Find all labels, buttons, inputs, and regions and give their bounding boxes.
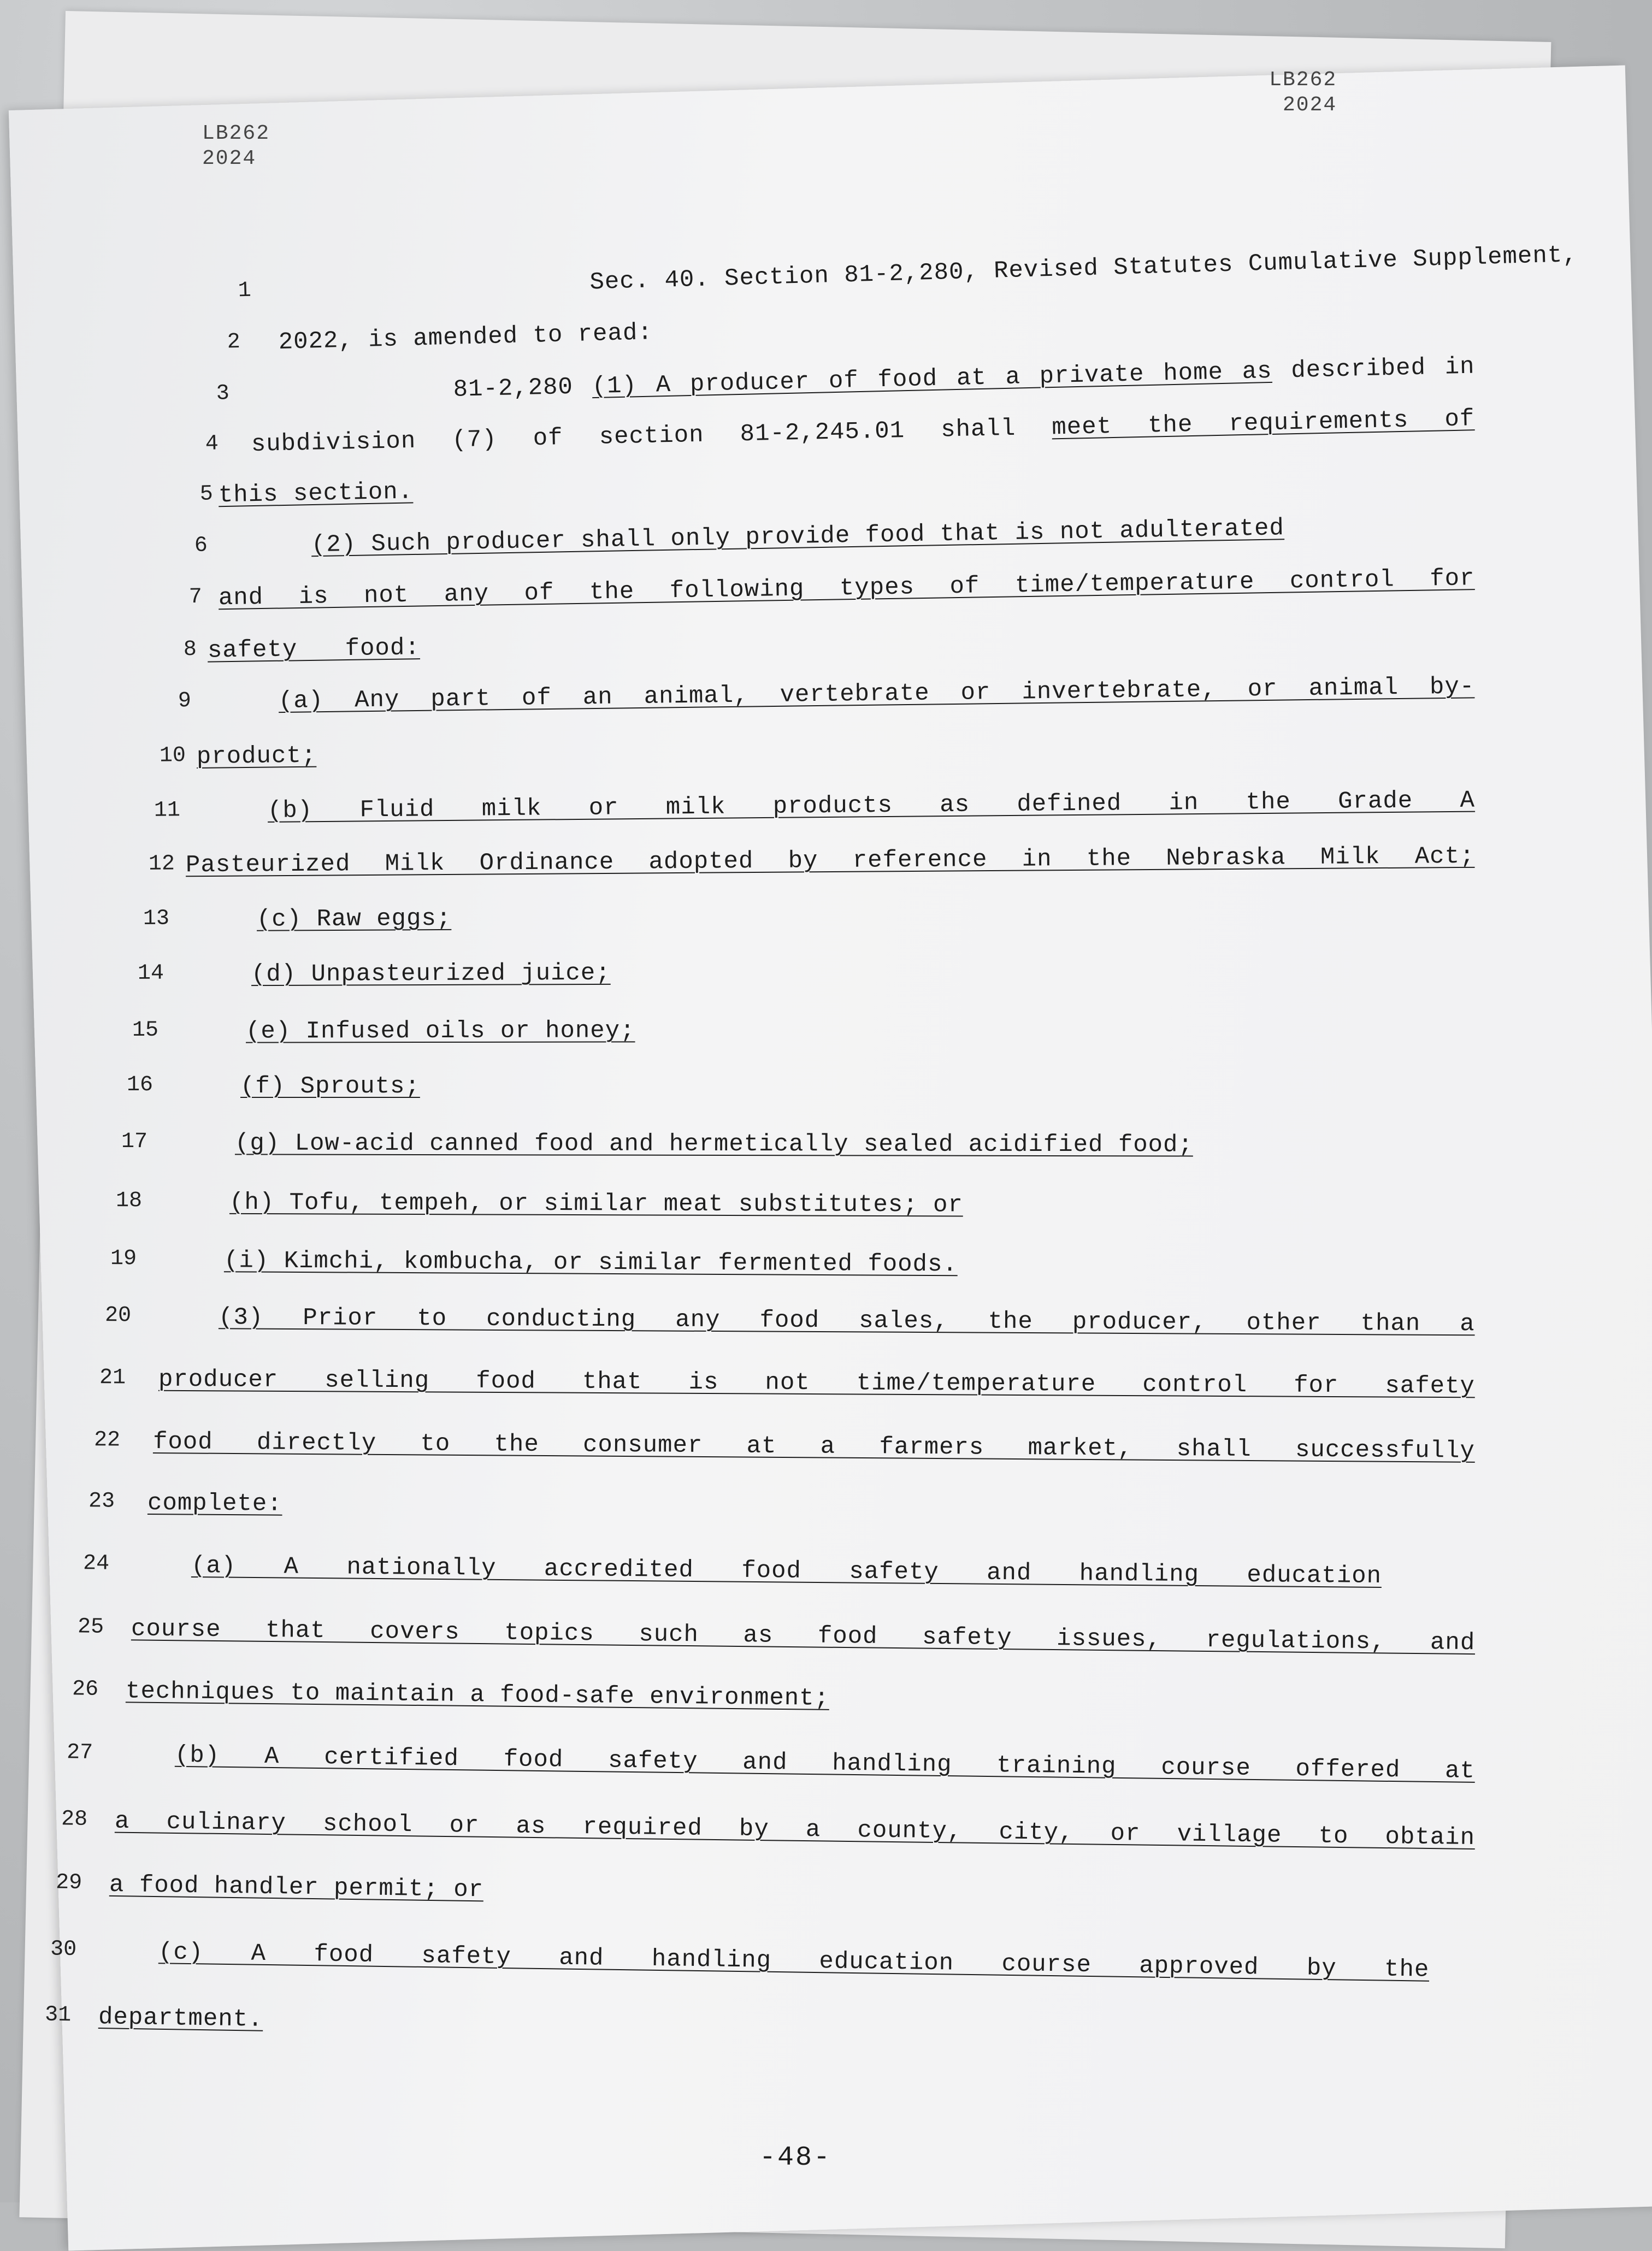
amended-text: safety food:	[208, 634, 421, 664]
line-number: 21	[82, 1366, 126, 1390]
line-text	[224, 1247, 958, 1278]
line-text	[278, 319, 653, 356]
amended-text: this section.	[218, 478, 413, 509]
bill-line-3	[185, 382, 186, 415]
line-text	[251, 405, 1474, 458]
line-number: 14	[120, 961, 164, 986]
line-number: 16	[109, 1073, 153, 1097]
amended-text: (d) Unpasteurized juice;	[251, 960, 611, 988]
bill-line-25	[60, 1615, 61, 1647]
line-number: 23	[71, 1489, 115, 1514]
amended-text: a culinary school or as required by a county, city, or village to obtain	[115, 1808, 1476, 1852]
line-text	[229, 1189, 963, 1219]
line-number: 28	[44, 1807, 88, 1832]
amended-text: (h) Tofu, tempeh, or similar meat substitutes; or	[229, 1189, 963, 1219]
line-number: 15	[115, 1018, 158, 1043]
line-text	[109, 1871, 484, 1904]
line-number: 29	[38, 1870, 82, 1895]
header-year-left: 2024	[202, 146, 270, 172]
line-text	[251, 960, 611, 988]
line-text	[98, 2004, 263, 2034]
line-number: 24	[66, 1551, 109, 1576]
line-text	[115, 1808, 1476, 1852]
line-number: 26	[55, 1677, 98, 1702]
bill-line-6	[163, 534, 164, 567]
bill-line-1	[207, 280, 208, 312]
bill-line-10	[142, 744, 143, 777]
bill-line-7	[158, 586, 159, 618]
line-number: 4	[174, 432, 219, 457]
amended-text: (3) Prior to conducting any food sales, the producer, other than a	[219, 1304, 1475, 1338]
line-number: 7	[158, 585, 203, 610]
line-text	[257, 905, 452, 934]
line-text	[175, 1742, 1476, 1785]
line-number: 19	[93, 1246, 137, 1271]
line-text	[148, 1490, 282, 1518]
line-number: 20	[87, 1303, 131, 1328]
plain-text: Sec. 40. Section 81-2,280, Revised Statutes Cumulative Supplement,	[589, 241, 1578, 296]
line-number: 12	[131, 852, 175, 877]
amended-text: complete:	[148, 1490, 282, 1518]
bill-line-31	[27, 2002, 28, 2035]
amended-text: (a) Any part of an animal, vertebrate or invertebrate, or animal by-	[279, 673, 1475, 715]
line-text	[131, 1615, 1476, 1657]
page-number: -48-	[759, 2142, 831, 2173]
amended-text: Pasteurized Milk Ordinance adopted by reference in the Nebraska Milk Act;	[186, 843, 1475, 879]
line-text	[158, 1939, 1430, 1983]
line-text	[186, 843, 1475, 879]
line-text	[218, 478, 413, 509]
line-text	[589, 241, 1578, 296]
amended-text: producer selling food that is not time/temperature control for safety	[158, 1366, 1475, 1401]
line-text	[208, 634, 421, 664]
line-number: 31	[27, 2002, 72, 2028]
line-text	[126, 1677, 829, 1712]
line-number: 6	[163, 534, 208, 559]
line-number: 5	[169, 482, 213, 507]
amended-text: (a) A nationally accredited food safety and handling education	[191, 1552, 1382, 1590]
bill-line-29	[38, 1870, 39, 1903]
header-bill-left: LB262	[202, 121, 270, 146]
header-year-right: 2024	[1267, 93, 1337, 118]
line-number: 11	[137, 798, 180, 823]
line-number: 18	[98, 1189, 142, 1213]
amended-text: (e) Infused oils or honey;	[246, 1017, 635, 1045]
amended-text: (b) Fluid milk or milk products as defined in the Grade A	[268, 787, 1475, 825]
plain-text: subdivision (7) of section 81-2,245.01 shall	[251, 414, 1052, 458]
bill-line-4	[174, 433, 175, 465]
line-text	[219, 1304, 1475, 1338]
line-text	[197, 742, 317, 771]
line-number: 13	[126, 907, 169, 931]
amended-text: (i) Kimchi, kombucha, or similar fermented foods.	[224, 1247, 958, 1278]
plain-text: 81-2,280	[453, 373, 592, 404]
line-number: 27	[49, 1740, 93, 1765]
bill-line-2	[196, 331, 197, 364]
line-number: 25	[60, 1615, 104, 1640]
bill-line-8	[153, 638, 154, 671]
line-text	[191, 1552, 1382, 1590]
amended-text: department.	[98, 2004, 263, 2034]
amended-text: techniques to maintain a food-safe environment;	[126, 1677, 829, 1712]
plain-text: 2022, is amended to read:	[278, 319, 653, 356]
line-text	[158, 1366, 1475, 1401]
amended-text: and is not any of the following types of time/temperature control for	[219, 565, 1475, 612]
line-number: 9	[148, 689, 192, 714]
line-text	[279, 673, 1475, 715]
line-text	[311, 515, 1284, 559]
amended-text: (c) Raw eggs;	[257, 905, 452, 934]
line-number: 2	[196, 330, 240, 356]
amended-text: (f) Sprouts;	[240, 1073, 420, 1100]
line-number: 17	[104, 1130, 148, 1154]
amended-text: (g) Low-acid canned food and hermetically sealed acidified food;	[235, 1130, 1193, 1159]
line-text	[219, 565, 1475, 612]
plain-text-tail: described in	[1272, 353, 1475, 385]
line-number: 30	[33, 1937, 77, 1962]
line-text	[268, 787, 1475, 825]
amended-text: food directly to the consumer at a farmers market, shall successfully	[153, 1428, 1475, 1465]
line-number: 8	[153, 637, 197, 663]
amended-text: (c) A food safety and handling education course approved by the	[158, 1939, 1430, 1983]
line-number: 10	[142, 743, 186, 769]
amended-text: (1) A producer of food at a private home as	[592, 358, 1272, 400]
line-number: 22	[76, 1428, 120, 1453]
line-number: 1	[207, 279, 251, 304]
amended-text: (2) Such producer shall only provide food that is not adulterated	[311, 515, 1284, 559]
bill-line-27	[49, 1740, 50, 1773]
line-text	[240, 1073, 420, 1100]
amended-text: meet the requirements of	[1052, 405, 1475, 441]
line-text	[246, 1017, 635, 1045]
amended-text: product;	[197, 742, 317, 771]
amended-text: a food handler permit; or	[109, 1871, 484, 1904]
amended-text: (b) A certified food safety and handling training course offered at	[175, 1742, 1476, 1785]
line-text	[153, 1428, 1475, 1465]
header-bill-right: LB262	[1267, 68, 1337, 93]
line-text	[453, 353, 1475, 403]
line-number: 3	[185, 381, 229, 407]
amended-text: course that covers topics such as food safety issues, regulations, and	[131, 1615, 1476, 1657]
line-text	[235, 1130, 1193, 1159]
